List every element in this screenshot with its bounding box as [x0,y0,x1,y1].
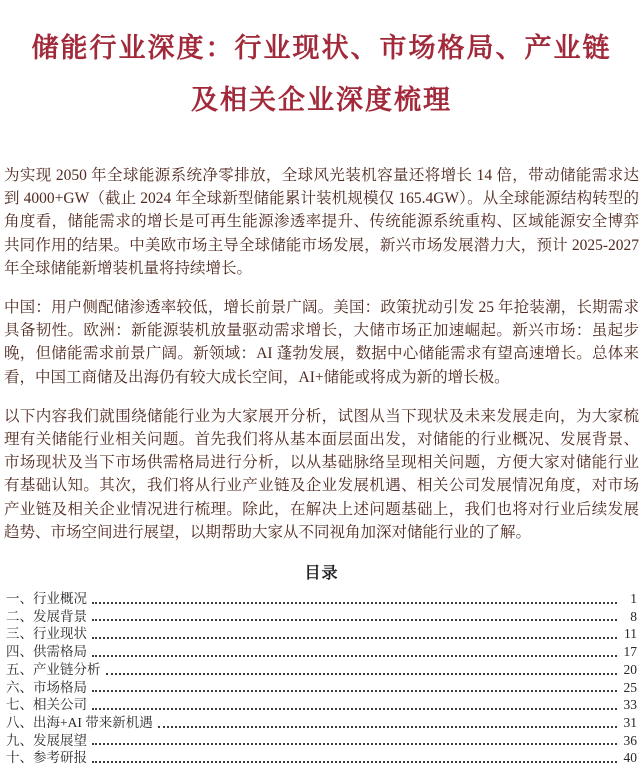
table-of-contents [4,590,639,767]
dot-leader [92,761,617,763]
toc-entry-industry-overview [6,590,637,608]
toc-entry-related-companies [6,696,637,714]
toc-entry-industry-status [6,625,637,643]
toc-entry-development-background [6,608,637,626]
toc-page-number: 40 [623,750,637,766]
toc-page-number: 17 [623,644,637,660]
toc-entry-industry-chain [6,661,637,679]
summary-paragraph-outline: 以下内容我们就围绕储能行业为大家展开分析，试图从当下现状及未来发展走向，为大家梳理有关储能行业相关问题。首先我们将从基本面层面出发，对储能的行业概况、发展背景、市场现状及当下市场供需格局进行分析，以从基础脉络呈现相关问题，方便大家对储能行业有基础认知。其次，我们将从行业产业链及企业发展机遇、相关公司发展情况角度，对市场产业链及相关企业情况进行梳理。除此，在解决上述问题基础上，我们也将对行业后续发展趋势、市场空间进行展望，以期帮助大家从不同视角加深对储能行业的了解。 [4,407,639,541]
dot-leader [92,637,617,639]
toc-entry-label: 四、供需格局 [6,644,87,660]
dot-leader [92,708,617,710]
toc-entry-label: 六、市场格局 [6,679,87,695]
toc-entry-reference-reports [6,749,637,767]
toc-page-number: 11 [624,626,637,642]
toc-entry-label: 一、行业概况 [6,591,87,607]
toc-entry-label: 二、发展背景 [6,608,87,624]
toc-page-number: 8 [630,608,637,624]
toc-entry-development-outlook [6,732,637,750]
summary-paragraph-global: 为实现 2050 年全球能源系统净零排放，全球风光装机容量还将增长 14 倍，带动储能需求达到 4000+GW（截止 2024 年全球新型储能累计装机规模仅 165.4GW）。从全球能源结构转型的角度看，储能需求的增长是可再生能源渗透率提升、传统能源系统重构、区域能源安全博弈共同作用的结果。中美欧市场主导全球储能市场发展，新兴市场发展潜力大，预计 2025-2027 年全球储能新增装机量将持续增长。 [4,167,639,277]
toc-page-number: 33 [623,697,637,713]
toc-page-number: 20 [623,661,637,677]
dot-leader [92,655,617,657]
summary-paragraph-regions: 中国：用户侧配储渗透率较低，增长前景广阔。美国：政策扰动引发 25 年抢装潮，长期需求具备韧性。欧洲：新能源装机放量驱动需求增长，大储市场正加速崛起。新兴市场：虽起步晚，但储能需求前景广阔。新领域：AI 蓬勃发展，数据中心储能需求有望高速增长。总体来看，中国工商储及出海仍有较大成长空间，AI+储能或将成为新的增长极。 [4,299,639,386]
toc-entry-supply-demand [6,643,637,661]
toc-entry-market-landscape [6,679,637,697]
toc-entry-label: 九、发展展望 [6,732,87,748]
page-title: 储能行业深度：行业现状、市场格局、产业链及相关企业深度梳理 [31,33,612,115]
toc-entry-label: 三、行业现状 [6,626,87,642]
toc-entry-overseas-ai [6,714,637,732]
dot-leader [92,690,617,692]
toc-entry-label: 十、参考研报 [6,750,87,766]
toc-page-number: 36 [623,732,637,748]
toc-entry-label: 七、相关公司 [6,697,87,713]
dot-leader [92,619,617,621]
toc-entry-label: 五、产业链分析 [6,661,101,677]
dot-leader [92,743,617,745]
toc-page-number: 25 [623,679,637,695]
toc-entry-label: 八、出海+AI 带来新机遇 [6,714,153,730]
dot-leader [106,673,618,675]
toc-page-number: 1 [630,591,637,607]
dot-leader [92,602,617,604]
toc-heading: 目录 [304,565,339,583]
toc-page-number: 31 [623,714,637,730]
dot-leader [158,726,617,728]
